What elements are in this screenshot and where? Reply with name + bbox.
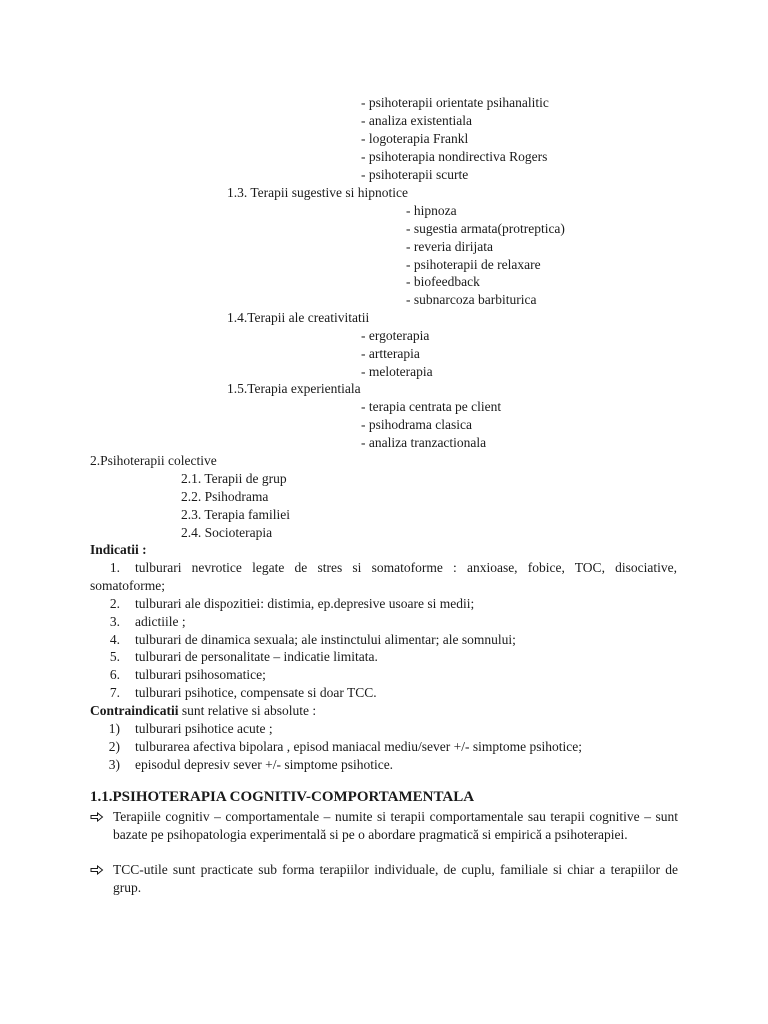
list-item-continuation: somatoforme;: [90, 578, 165, 593]
list-number: 4.: [109, 632, 120, 647]
list-item: 2.3. Terapia familiei: [181, 507, 291, 522]
list-item: - subnarcoza barbiturica: [406, 292, 537, 307]
list-item: - artterapia: [361, 346, 420, 361]
list-item: - psihodrama clasica: [361, 417, 472, 432]
list-item: - psihoterapii de relaxare: [406, 257, 541, 272]
list-item: - analiza existentiala: [361, 113, 472, 128]
list-number: 3.: [109, 614, 120, 629]
list-item: tulburari psihosomatice;: [135, 667, 266, 682]
section-title-1-3: 1.3. Terapii sugestive si hipnotice: [227, 185, 409, 200]
indicatii-title: Indicatii :: [90, 542, 147, 557]
list-item: tulburari psihotice, compensate si doar TCC.: [135, 685, 377, 700]
list-item: - ergoterapia: [361, 328, 430, 343]
list-number: 7.: [109, 685, 120, 700]
list-item: tulburari ale dispozitiei: distimia, ep.depresive usoare si medii;: [135, 596, 475, 611]
list-item: - psihoterapia nondirectiva Rogers: [361, 149, 548, 164]
list-item: tulburari psihotice acute ;: [135, 721, 273, 736]
paragraph: TCC-utile sunt practicate sub forma terapiilor individuale, de cuplu, familiale si chiar a terapiilor de grup.: [113, 862, 678, 895]
list-item: - analiza tranzactionala: [361, 435, 487, 450]
paragraph: Terapiile cognitiv – comportamentale – numite si terapii comportamentale sau terapii cognitive – sunt bazate pe psihopatologia experimentală si pe o abordare pragmatică si empirică a psihoterapiei.: [113, 809, 678, 842]
list-item: 2.2. Psihodrama: [181, 489, 269, 504]
list-item: - biofeedback: [406, 274, 480, 289]
list-number: 1): [108, 721, 120, 736]
list-item: - sugestia armata(protreptica): [406, 221, 565, 236]
list-number: 2): [108, 739, 120, 754]
section-title-2: 2.Psihoterapii colective: [90, 453, 217, 468]
list-number: 5.: [109, 649, 120, 664]
list-item: - meloterapia: [361, 364, 433, 379]
list-item: tulburari nevrotice legate de stres si somatoforme : anxioase, fobice, TOC, disociative,: [135, 560, 677, 575]
list-item: - hipnoza: [406, 203, 457, 218]
list-item: tulburari de personalitate – indicatie limitata.: [135, 649, 378, 664]
section-title-1-4: 1.4.Terapii ale creativitatii: [227, 310, 370, 325]
list-item: - logoterapia Frankl: [361, 131, 469, 146]
contraindicatii-subtitle: sunt relative si absolute :: [178, 703, 317, 718]
list-item: tulburari de dinamica sexuala; ale instinctului alimentar; ale somnului;: [135, 632, 516, 647]
list-item: 2.1. Terapii de grup: [181, 471, 287, 486]
list-number: 6.: [109, 667, 120, 682]
contraindicatii-title: Contraindicatii: [90, 703, 179, 718]
contraindicatii-heading: [90, 702, 316, 720]
list-item: adictiile ;: [135, 614, 186, 629]
list-item: - terapia centrata pe client: [361, 399, 502, 414]
list-item: 2.4. Socioterapia: [181, 525, 273, 540]
list-number: 1.: [109, 560, 120, 575]
list-item: - psihoterapii scurte: [361, 167, 469, 182]
list-item: episodul depresiv sever +/- simptome psihotice.: [135, 757, 394, 772]
arrow-bullet-icon: [90, 812, 104, 822]
arrow-bullet-icon: [90, 865, 104, 875]
section-heading: 1.1.PSIHOTERAPIA COGNITIV-COMPORTAMENTALA: [90, 789, 475, 805]
list-number: 2.: [109, 596, 120, 611]
section-title-1-5: 1.5.Terapia experientiala: [227, 381, 361, 396]
list-item: - reveria dirijata: [406, 239, 493, 254]
list-item: tulburarea afectiva bipolara , episod maniacal mediu/sever +/- simptome psihotice;: [135, 739, 582, 754]
list-item: - psihoterapii orientate psihanalitic: [361, 95, 549, 110]
list-number: 3): [108, 757, 120, 772]
